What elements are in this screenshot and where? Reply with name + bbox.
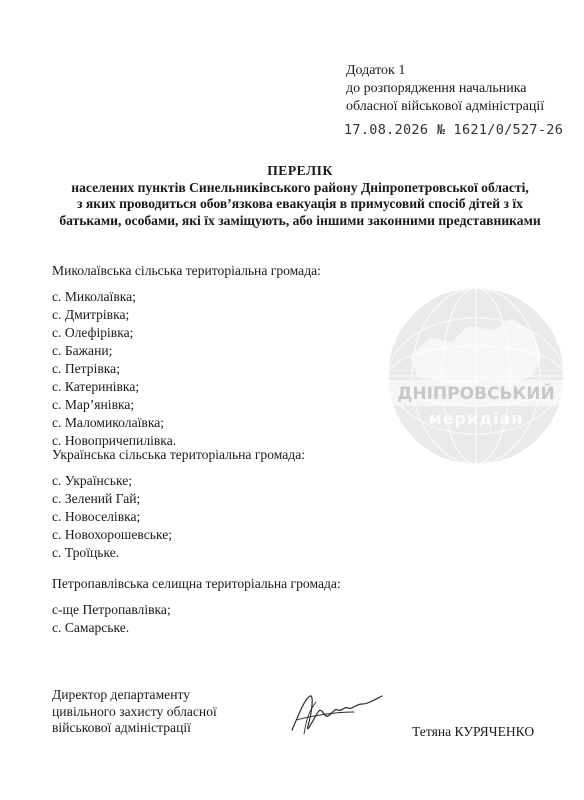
list-item: с. Бажани; — [52, 343, 113, 358]
watermark-title: ДНІПРОВСЬКИЙ — [397, 384, 555, 404]
title-line-1: населених пунктів Синельниківського району Дніпропетровської області, — [71, 179, 529, 195]
title-line-3: батьками, особами, які їх заміщують, або іншими законними представниками — [59, 212, 541, 228]
list-item: с-ще Петропавлівка; — [52, 602, 171, 617]
list-item: с. Українське; — [52, 473, 133, 488]
community-heading: Українська сільська територіальна громада: — [52, 447, 306, 462]
document-title — [30, 163, 570, 229]
list-item: с. Зелений Гай; — [52, 491, 141, 506]
signatory-line-3: військової адміністрації — [52, 720, 191, 735]
list-item: с. Новопричепилівка. — [52, 433, 177, 448]
watermark-subtitle: меридіан — [428, 409, 524, 428]
community-heading: Петропавлівська селищна територіальна громада: — [52, 576, 341, 591]
list-item: с. Новохорошевське; — [52, 527, 173, 542]
signatory-line-1: Директор департаменту — [52, 687, 191, 702]
list-item: с. Миколаївка; — [52, 289, 136, 304]
list-item: с. Катеринівка; — [52, 379, 140, 394]
signatory-position — [52, 687, 217, 737]
community-heading: Миколаївська сільська територіальна громада: — [52, 263, 321, 278]
watermark-logo — [382, 282, 570, 470]
appendix-line-3: обласної військової адміністрації — [346, 99, 545, 114]
list-item: с. Петрівка; — [52, 361, 120, 376]
list-item: с. Дмитрівка; — [52, 307, 130, 322]
list-item: с. Мар’янівка; — [52, 397, 135, 412]
appendix-line-2: до розпорядження начальника — [346, 81, 527, 96]
title-main: ПЕРЕЛІК — [267, 163, 333, 178]
appendix-header — [346, 62, 544, 116]
signatory-name: Тетяна КУРЯЧЕНКО — [412, 724, 535, 739]
community-group-ukrainska — [52, 446, 305, 562]
community-group-mykolaivska — [52, 262, 321, 450]
list-item: с. Маломиколаївка; — [52, 415, 165, 430]
list-item: с. Олефірівка; — [52, 325, 134, 340]
registration-number: 17.08.2026 № 1621/0/527-26 — [344, 122, 564, 138]
community-group-petropavlivska — [52, 575, 341, 637]
list-item: с. Самарське. — [52, 620, 130, 635]
title-line-2: з яких проводиться обов’язкова евакуація в примусовий спосіб дітей з їх — [77, 196, 523, 211]
signatory-line-2: цивільного захисту обласної — [52, 703, 217, 719]
list-item: с. Троїцьке. — [52, 545, 120, 560]
appendix-line-1: Додаток 1 — [346, 63, 406, 78]
list-item: с. Новоселівка; — [52, 509, 141, 524]
handwritten-signature — [282, 682, 392, 742]
